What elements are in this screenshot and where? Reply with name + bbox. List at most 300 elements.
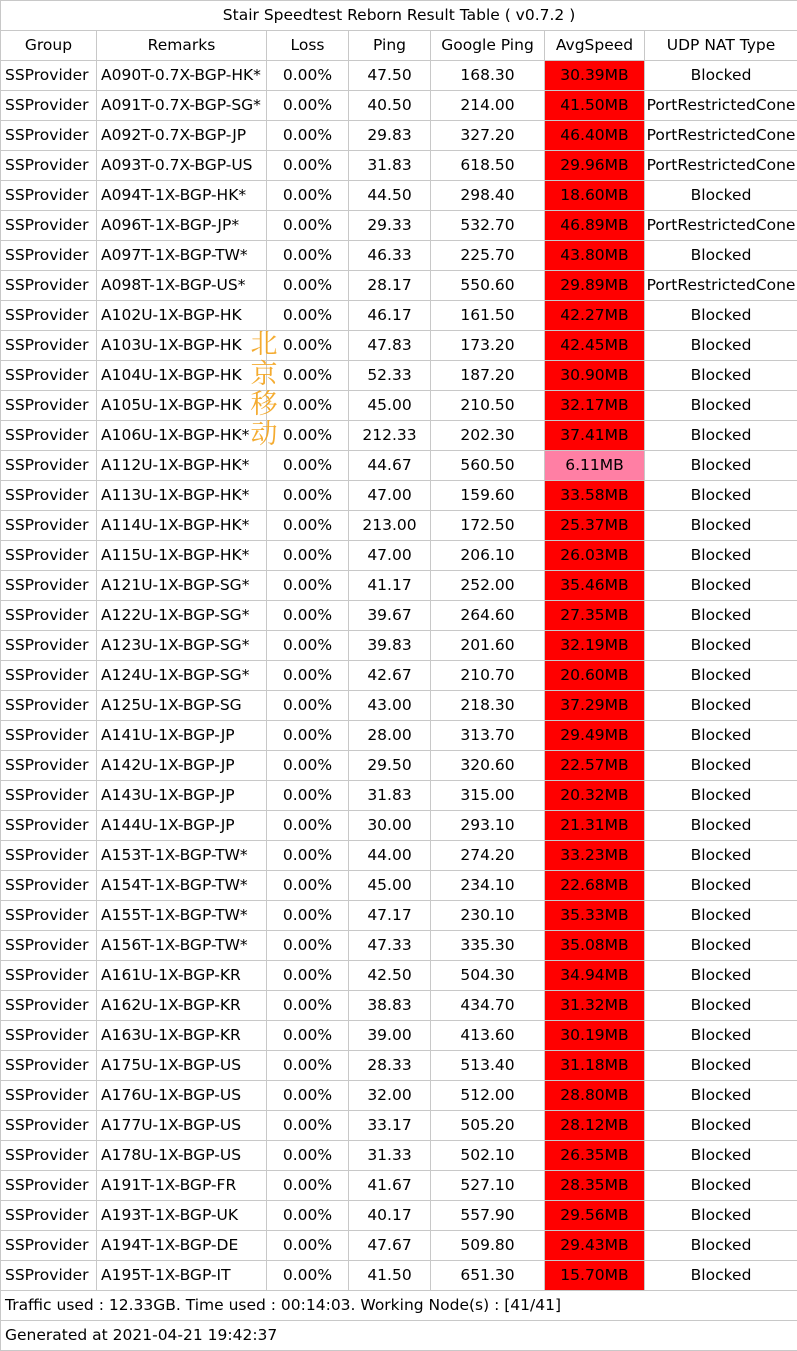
cell-ping: 47.17 — [349, 901, 431, 931]
cell-loss: 0.00% — [267, 241, 349, 271]
cell-loss: 0.00% — [267, 151, 349, 181]
cell-loss: 0.00% — [267, 961, 349, 991]
table-row — [1, 661, 797, 691]
table-row — [1, 571, 797, 601]
table-row — [1, 181, 797, 211]
cell-loss: 0.00% — [267, 481, 349, 511]
table-row — [1, 1231, 797, 1261]
cell-google-ping: 210.50 — [431, 391, 545, 421]
cell-udp-nat-type: Blocked — [645, 721, 797, 751]
cell-udp-nat-type: Blocked — [645, 1021, 797, 1051]
table-row — [1, 1111, 797, 1141]
cell-loss: 0.00% — [267, 1021, 349, 1051]
cell-ping: 40.50 — [349, 91, 431, 121]
cell-group: SSProvider — [1, 1261, 97, 1291]
cell-loss: 0.00% — [267, 721, 349, 751]
cell-ping: 41.67 — [349, 1171, 431, 1201]
cell-group: SSProvider — [1, 901, 97, 931]
cell-loss: 0.00% — [267, 931, 349, 961]
cell-remarks: A193T-1X-BGP-UK — [97, 1201, 267, 1231]
cell-avg-speed: 29.43MB — [545, 1231, 645, 1261]
cell-google-ping: 527.10 — [431, 1171, 545, 1201]
cell-ping: 45.00 — [349, 871, 431, 901]
cell-ping: 31.83 — [349, 781, 431, 811]
cell-google-ping: 201.60 — [431, 631, 545, 661]
cell-google-ping: 513.40 — [431, 1051, 545, 1081]
cell-avg-speed: 42.45MB — [545, 331, 645, 361]
cell-google-ping: 434.70 — [431, 991, 545, 1021]
table-row — [1, 1171, 797, 1201]
cell-avg-speed: 35.33MB — [545, 901, 645, 931]
cell-ping: 44.67 — [349, 451, 431, 481]
cell-remarks: A106U-1X-BGP-HK* — [97, 421, 267, 451]
cell-loss: 0.00% — [267, 1261, 349, 1291]
cell-remarks: A125U-1X-BGP-SG — [97, 691, 267, 721]
cell-group: SSProvider — [1, 541, 97, 571]
cell-google-ping: 293.10 — [431, 811, 545, 841]
cell-udp-nat-type: PortRestrictedCone — [645, 151, 797, 181]
cell-google-ping: 172.50 — [431, 511, 545, 541]
cell-avg-speed: 28.80MB — [545, 1081, 645, 1111]
cell-loss: 0.00% — [267, 571, 349, 601]
cell-remarks: A144U-1X-BGP-JP — [97, 811, 267, 841]
cell-remarks: A177U-1X-BGP-US — [97, 1111, 267, 1141]
cell-ping: 44.50 — [349, 181, 431, 211]
cell-group: SSProvider — [1, 511, 97, 541]
cell-udp-nat-type: Blocked — [645, 751, 797, 781]
cell-loss: 0.00% — [267, 1171, 349, 1201]
header-row — [1, 31, 797, 61]
cell-ping: 39.67 — [349, 601, 431, 631]
cell-group: SSProvider — [1, 1051, 97, 1081]
watermark-char: 北 — [247, 330, 281, 360]
cell-avg-speed: 28.35MB — [545, 1171, 645, 1201]
cell-ping: 47.50 — [349, 61, 431, 91]
cell-remarks: A124U-1X-BGP-SG* — [97, 661, 267, 691]
cell-remarks: A092T-0.7X-BGP-JP — [97, 121, 267, 151]
cell-group: SSProvider — [1, 1231, 97, 1261]
cell-udp-nat-type: Blocked — [645, 661, 797, 691]
header-loss: Loss — [267, 31, 349, 61]
cell-google-ping: 315.00 — [431, 781, 545, 811]
cell-udp-nat-type: Blocked — [645, 421, 797, 451]
header-google-ping: Google Ping — [431, 31, 545, 61]
cell-loss: 0.00% — [267, 211, 349, 241]
cell-avg-speed: 33.58MB — [545, 481, 645, 511]
cell-udp-nat-type: Blocked — [645, 1141, 797, 1171]
table-row — [1, 211, 797, 241]
table-row — [1, 631, 797, 661]
cell-loss: 0.00% — [267, 781, 349, 811]
cell-group: SSProvider — [1, 871, 97, 901]
cell-group: SSProvider — [1, 1171, 97, 1201]
cell-ping: 212.33 — [349, 421, 431, 451]
cell-avg-speed: 26.03MB — [545, 541, 645, 571]
cell-group: SSProvider — [1, 811, 97, 841]
cell-remarks: A098T-1X-BGP-US* — [97, 271, 267, 301]
cell-remarks: A156T-1X-BGP-TW* — [97, 931, 267, 961]
footer-traffic-row — [1, 1291, 797, 1321]
cell-loss: 0.00% — [267, 1081, 349, 1111]
cell-udp-nat-type: Blocked — [645, 181, 797, 211]
cell-group: SSProvider — [1, 61, 97, 91]
table-row — [1, 871, 797, 901]
cell-udp-nat-type: Blocked — [645, 991, 797, 1021]
cell-ping: 43.00 — [349, 691, 431, 721]
cell-remarks: A113U-1X-BGP-HK* — [97, 481, 267, 511]
cell-google-ping: 327.20 — [431, 121, 545, 151]
cell-google-ping: 252.00 — [431, 571, 545, 601]
cell-udp-nat-type: Blocked — [645, 1081, 797, 1111]
table-row — [1, 271, 797, 301]
cell-remarks: A112U-1X-BGP-HK* — [97, 451, 267, 481]
cell-udp-nat-type: Blocked — [645, 1261, 797, 1291]
cell-ping: 29.50 — [349, 751, 431, 781]
cell-ping: 47.00 — [349, 481, 431, 511]
cell-remarks: A163U-1X-BGP-KR — [97, 1021, 267, 1051]
cell-ping: 46.17 — [349, 301, 431, 331]
cell-google-ping: 210.70 — [431, 661, 545, 691]
cell-ping: 40.17 — [349, 1201, 431, 1231]
cell-udp-nat-type: Blocked — [645, 61, 797, 91]
cell-google-ping: 651.30 — [431, 1261, 545, 1291]
table-row — [1, 781, 797, 811]
cell-ping: 31.33 — [349, 1141, 431, 1171]
cell-avg-speed: 29.89MB — [545, 271, 645, 301]
cell-remarks: A143U-1X-BGP-JP — [97, 781, 267, 811]
cell-ping: 47.83 — [349, 331, 431, 361]
cell-udp-nat-type: Blocked — [645, 241, 797, 271]
cell-loss: 0.00% — [267, 661, 349, 691]
cell-loss: 0.00% — [267, 181, 349, 211]
cell-udp-nat-type: Blocked — [645, 961, 797, 991]
cell-avg-speed: 22.68MB — [545, 871, 645, 901]
cell-ping: 41.50 — [349, 1261, 431, 1291]
cell-avg-speed: 18.60MB — [545, 181, 645, 211]
cell-avg-speed: 35.46MB — [545, 571, 645, 601]
table-title: Stair Speedtest Reborn Result Table ( v0.7.2 ) — [1, 1, 797, 31]
cell-google-ping: 187.20 — [431, 361, 545, 391]
cell-group: SSProvider — [1, 601, 97, 631]
cell-remarks: A114U-1X-BGP-HK* — [97, 511, 267, 541]
cell-loss: 0.00% — [267, 421, 349, 451]
cell-avg-speed: 37.41MB — [545, 421, 645, 451]
table-row — [1, 841, 797, 871]
table-row — [1, 1051, 797, 1081]
cell-avg-speed: 37.29MB — [545, 691, 645, 721]
cell-udp-nat-type: Blocked — [645, 1201, 797, 1231]
cell-group: SSProvider — [1, 751, 97, 781]
header-remarks: Remarks — [97, 31, 267, 61]
cell-remarks: A175U-1X-BGP-US — [97, 1051, 267, 1081]
cell-udp-nat-type: Blocked — [645, 451, 797, 481]
cell-ping: 44.00 — [349, 841, 431, 871]
cell-remarks: A191T-1X-BGP-FR — [97, 1171, 267, 1201]
cell-google-ping: 560.50 — [431, 451, 545, 481]
cell-avg-speed: 33.23MB — [545, 841, 645, 871]
cell-udp-nat-type: Blocked — [645, 1231, 797, 1261]
cell-avg-speed: 32.19MB — [545, 631, 645, 661]
cell-google-ping: 505.20 — [431, 1111, 545, 1141]
cell-loss: 0.00% — [267, 301, 349, 331]
cell-loss: 0.00% — [267, 511, 349, 541]
cell-google-ping: 218.30 — [431, 691, 545, 721]
cell-loss: 0.00% — [267, 901, 349, 931]
cell-udp-nat-type: Blocked — [645, 391, 797, 421]
cell-loss: 0.00% — [267, 1111, 349, 1141]
cell-ping: 29.83 — [349, 121, 431, 151]
cell-udp-nat-type: Blocked — [645, 301, 797, 331]
cell-loss: 0.00% — [267, 991, 349, 1021]
watermark-char: 京 — [247, 360, 281, 390]
cell-google-ping: 502.10 — [431, 1141, 545, 1171]
cell-avg-speed: 29.49MB — [545, 721, 645, 751]
cell-group: SSProvider — [1, 451, 97, 481]
cell-group: SSProvider — [1, 1111, 97, 1141]
cell-udp-nat-type: Blocked — [645, 571, 797, 601]
cell-avg-speed: 29.56MB — [545, 1201, 645, 1231]
cell-group: SSProvider — [1, 781, 97, 811]
cell-group: SSProvider — [1, 1081, 97, 1111]
cell-udp-nat-type: Blocked — [645, 1111, 797, 1141]
cell-avg-speed: 27.35MB — [545, 601, 645, 631]
cell-google-ping: 335.30 — [431, 931, 545, 961]
cell-avg-speed: 15.70MB — [545, 1261, 645, 1291]
table-row — [1, 61, 797, 91]
cell-loss: 0.00% — [267, 1201, 349, 1231]
cell-group: SSProvider — [1, 211, 97, 241]
cell-group: SSProvider — [1, 721, 97, 751]
cell-group: SSProvider — [1, 841, 97, 871]
cell-loss: 0.00% — [267, 91, 349, 121]
cell-google-ping: 159.60 — [431, 481, 545, 511]
table-row — [1, 901, 797, 931]
cell-loss: 0.00% — [267, 1231, 349, 1261]
cell-remarks: A103U-1X-BGP-HK — [97, 331, 267, 361]
table-row — [1, 361, 797, 391]
cell-remarks: A161U-1X-BGP-KR — [97, 961, 267, 991]
footer-generated-row — [1, 1321, 797, 1351]
cell-udp-nat-type: PortRestrictedCone — [645, 271, 797, 301]
cell-group: SSProvider — [1, 181, 97, 211]
table-row — [1, 691, 797, 721]
cell-udp-nat-type: Blocked — [645, 511, 797, 541]
cell-remarks: A153T-1X-BGP-TW* — [97, 841, 267, 871]
cell-udp-nat-type: Blocked — [645, 361, 797, 391]
table-row — [1, 121, 797, 151]
table-title-row — [1, 1, 797, 31]
table-row — [1, 1261, 797, 1291]
cell-ping: 31.83 — [349, 151, 431, 181]
cell-avg-speed: 46.40MB — [545, 121, 645, 151]
cell-udp-nat-type: Blocked — [645, 481, 797, 511]
cell-loss: 0.00% — [267, 61, 349, 91]
cell-udp-nat-type: PortRestrictedCone — [645, 211, 797, 241]
cell-avg-speed: 25.37MB — [545, 511, 645, 541]
cell-remarks: A097T-1X-BGP-TW* — [97, 241, 267, 271]
cell-avg-speed: 26.35MB — [545, 1141, 645, 1171]
cell-loss: 0.00% — [267, 811, 349, 841]
cell-loss: 0.00% — [267, 691, 349, 721]
cell-google-ping: 512.00 — [431, 1081, 545, 1111]
cell-ping: 28.33 — [349, 1051, 431, 1081]
table-row — [1, 511, 797, 541]
cell-ping: 42.50 — [349, 961, 431, 991]
cell-udp-nat-type: PortRestrictedCone — [645, 91, 797, 121]
cell-remarks: A123U-1X-BGP-SG* — [97, 631, 267, 661]
cell-remarks: A093T-0.7X-BGP-US — [97, 151, 267, 181]
cell-udp-nat-type: Blocked — [645, 331, 797, 361]
cell-avg-speed: 6.11MB — [545, 451, 645, 481]
cell-remarks: A096T-1X-BGP-JP* — [97, 211, 267, 241]
cell-loss: 0.00% — [267, 841, 349, 871]
table-row — [1, 541, 797, 571]
footer-traffic: Traffic used : 12.33GB. Time used : 00:14:03. Working Node(s) : [41/41] — [1, 1291, 797, 1321]
cell-group: SSProvider — [1, 661, 97, 691]
cell-remarks: A094T-1X-BGP-HK* — [97, 181, 267, 211]
cell-ping: 41.17 — [349, 571, 431, 601]
cell-group: SSProvider — [1, 241, 97, 271]
cell-ping: 47.33 — [349, 931, 431, 961]
cell-google-ping: 504.30 — [431, 961, 545, 991]
cell-google-ping: 230.10 — [431, 901, 545, 931]
cell-avg-speed: 30.90MB — [545, 361, 645, 391]
table-row — [1, 151, 797, 181]
cell-remarks: A154T-1X-BGP-TW* — [97, 871, 267, 901]
cell-google-ping: 320.60 — [431, 751, 545, 781]
cell-avg-speed: 20.32MB — [545, 781, 645, 811]
cell-avg-speed: 29.96MB — [545, 151, 645, 181]
cell-ping: 38.83 — [349, 991, 431, 1021]
cell-group: SSProvider — [1, 1201, 97, 1231]
cell-google-ping: 413.60 — [431, 1021, 545, 1051]
cell-ping: 39.00 — [349, 1021, 431, 1051]
cell-loss: 0.00% — [267, 871, 349, 901]
cell-google-ping: 557.90 — [431, 1201, 545, 1231]
cell-udp-nat-type: Blocked — [645, 541, 797, 571]
cell-avg-speed: 21.31MB — [545, 811, 645, 841]
cell-group: SSProvider — [1, 691, 97, 721]
cell-google-ping: 550.60 — [431, 271, 545, 301]
cell-avg-speed: 43.80MB — [545, 241, 645, 271]
cell-remarks: A141U-1X-BGP-JP — [97, 721, 267, 751]
cell-ping: 52.33 — [349, 361, 431, 391]
cell-group: SSProvider — [1, 391, 97, 421]
cell-remarks: A105U-1X-BGP-HK — [97, 391, 267, 421]
cell-ping: 46.33 — [349, 241, 431, 271]
watermark-char: 移 — [247, 390, 281, 420]
cell-loss: 0.00% — [267, 331, 349, 361]
cell-udp-nat-type: Blocked — [645, 901, 797, 931]
cell-loss: 0.00% — [267, 631, 349, 661]
cell-group: SSProvider — [1, 481, 97, 511]
table-row — [1, 961, 797, 991]
cell-avg-speed: 46.89MB — [545, 211, 645, 241]
table-row — [1, 931, 797, 961]
cell-udp-nat-type: PortRestrictedCone — [645, 121, 797, 151]
watermark — [247, 330, 281, 450]
table-row — [1, 451, 797, 481]
cell-remarks: A194T-1X-BGP-DE — [97, 1231, 267, 1261]
cell-udp-nat-type: Blocked — [645, 811, 797, 841]
table-row — [1, 241, 797, 271]
cell-google-ping: 234.10 — [431, 871, 545, 901]
cell-group: SSProvider — [1, 421, 97, 451]
cell-avg-speed: 34.94MB — [545, 961, 645, 991]
cell-avg-speed: 28.12MB — [545, 1111, 645, 1141]
cell-group: SSProvider — [1, 631, 97, 661]
cell-udp-nat-type: Blocked — [645, 871, 797, 901]
cell-remarks: A178U-1X-BGP-US — [97, 1141, 267, 1171]
cell-google-ping: 264.60 — [431, 601, 545, 631]
cell-group: SSProvider — [1, 1021, 97, 1051]
cell-loss: 0.00% — [267, 451, 349, 481]
table-row — [1, 1021, 797, 1051]
cell-loss: 0.00% — [267, 1141, 349, 1171]
cell-google-ping: 214.00 — [431, 91, 545, 121]
cell-remarks: A121U-1X-BGP-SG* — [97, 571, 267, 601]
cell-remarks: A122U-1X-BGP-SG* — [97, 601, 267, 631]
cell-google-ping: 173.20 — [431, 331, 545, 361]
cell-remarks: A091T-0.7X-BGP-SG* — [97, 91, 267, 121]
cell-google-ping: 225.70 — [431, 241, 545, 271]
table-row — [1, 751, 797, 781]
cell-ping: 29.33 — [349, 211, 431, 241]
cell-loss: 0.00% — [267, 121, 349, 151]
cell-udp-nat-type: Blocked — [645, 931, 797, 961]
cell-remarks: A176U-1X-BGP-US — [97, 1081, 267, 1111]
cell-loss: 0.00% — [267, 361, 349, 391]
cell-google-ping: 161.50 — [431, 301, 545, 331]
cell-google-ping: 618.50 — [431, 151, 545, 181]
cell-ping: 28.17 — [349, 271, 431, 301]
cell-avg-speed: 41.50MB — [545, 91, 645, 121]
cell-loss: 0.00% — [267, 391, 349, 421]
cell-loss: 0.00% — [267, 1051, 349, 1081]
cell-udp-nat-type: Blocked — [645, 781, 797, 811]
cell-ping: 42.67 — [349, 661, 431, 691]
cell-avg-speed: 30.19MB — [545, 1021, 645, 1051]
cell-loss: 0.00% — [267, 541, 349, 571]
table-row — [1, 991, 797, 1021]
cell-avg-speed: 35.08MB — [545, 931, 645, 961]
table-row — [1, 91, 797, 121]
table-row — [1, 421, 797, 451]
header-ping: Ping — [349, 31, 431, 61]
cell-ping: 47.00 — [349, 541, 431, 571]
cell-group: SSProvider — [1, 331, 97, 361]
cell-group: SSProvider — [1, 271, 97, 301]
table-row — [1, 1081, 797, 1111]
watermark-char: 动 — [247, 420, 281, 450]
cell-group: SSProvider — [1, 1141, 97, 1171]
cell-ping: 32.00 — [349, 1081, 431, 1111]
cell-google-ping: 313.70 — [431, 721, 545, 751]
cell-remarks: A195T-1X-BGP-IT — [97, 1261, 267, 1291]
cell-group: SSProvider — [1, 931, 97, 961]
cell-google-ping: 298.40 — [431, 181, 545, 211]
cell-ping: 33.17 — [349, 1111, 431, 1141]
cell-udp-nat-type: Blocked — [645, 601, 797, 631]
cell-avg-speed: 20.60MB — [545, 661, 645, 691]
table-row — [1, 1141, 797, 1171]
cell-google-ping: 274.20 — [431, 841, 545, 871]
cell-avg-speed: 42.27MB — [545, 301, 645, 331]
header-group: Group — [1, 31, 97, 61]
cell-google-ping: 202.30 — [431, 421, 545, 451]
table-row — [1, 391, 797, 421]
cell-google-ping: 168.30 — [431, 61, 545, 91]
